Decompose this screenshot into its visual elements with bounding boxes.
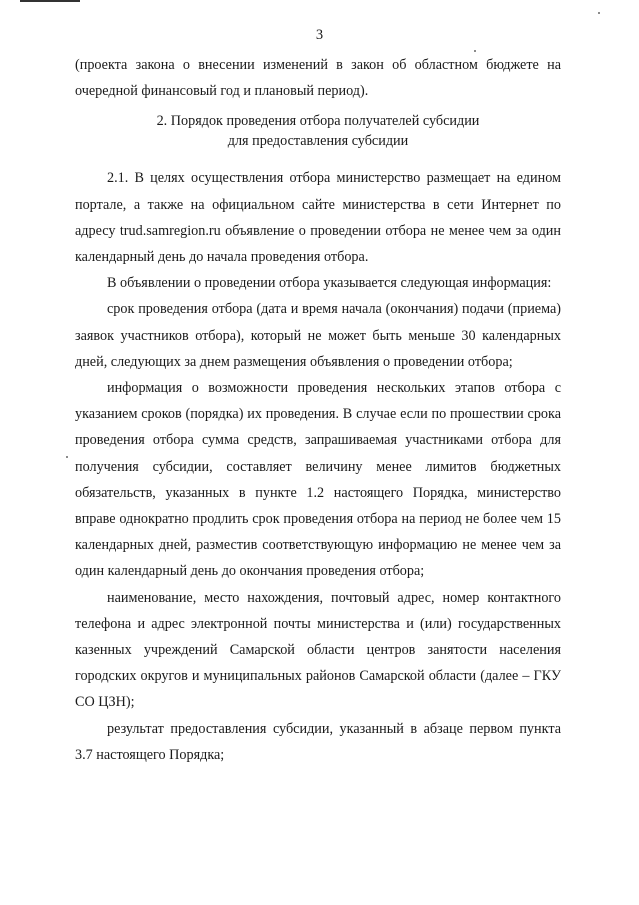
document-body	[75, 52, 561, 768]
intro-paragraph: (проекта закона о внесении изменений в закон об областном бюджете на очередной финансовый год и плановый период).	[75, 57, 561, 100]
page-number: 3	[315, 27, 324, 43]
paragraph-announcement: В объявлении о проведении отбора указывается следующая информация:	[107, 275, 552, 292]
section-heading-line1: 2. Порядок проведения отбора получателей субсидии	[156, 113, 480, 130]
scan-speck	[598, 12, 600, 14]
paragraph-stages: информация о возможности проведения нескольких этапов отбора с указанием сроков (порядка) их проведения. В случае если по прошествии срока проведения отбора сумма средств, запрашиваемая участниками отбора для получения субсидии, составляет величину менее лимитов бюджетных обязательств, указанных в пункте 1.2 настоящего Порядка, министерство вправе однократно продлить срок проведения отбора на период не более чем 15 календарных дней, разместив соответствующую информацию не менее чем за один календарный день до окончания проведения отбора;	[75, 380, 561, 580]
paragraph-result: результат предоставления субсидии, указанный в абзаце первом пункта 3.7 настоящего Порядка;	[75, 720, 561, 763]
paragraph-contacts: наименование, место нахождения, почтовый адрес, номер контактного телефона и адрес электронной почты министерства и (или) государственных казенных учреждений Самарской области центров занятости населения городских округов и муниципальных районов Самарской области (далее – ГКУ СО ЦЗН);	[75, 589, 561, 711]
paragraph-deadline: срок проведения отбора (дата и время начала (окончания) подачи (приема) заявок участников отбора), который не может быть меньше 30 календарных дней, следующих за днем размещения объявления о проведении отбора;	[75, 301, 561, 370]
section-heading	[75, 104, 561, 165]
section-heading-line2: для предоставления субсидии	[227, 133, 409, 150]
scan-speck	[66, 456, 68, 458]
scan-edge-mark	[20, 0, 80, 5]
paragraph-2-1: 2.1. В целях осуществления отбора министерство размещает на едином портале, а также на официальном сайте министерства в сети Интернет по адресу trud.samregion.ru объявление о проведении отбора не менее чем за один календарный день до начала проведения отбора.	[75, 170, 561, 266]
